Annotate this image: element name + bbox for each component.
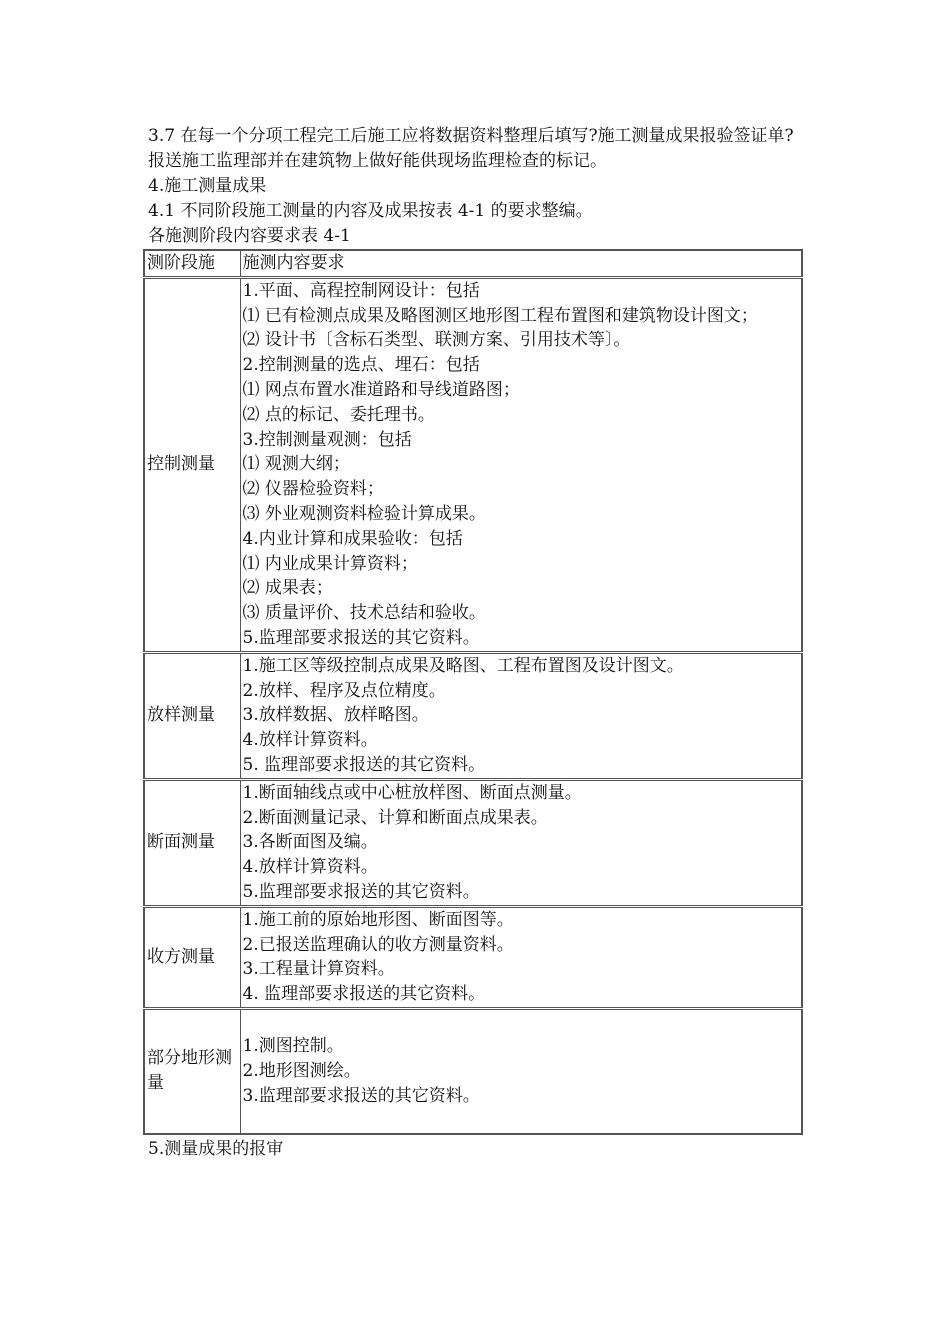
header-stage-cell: 测阶段施 bbox=[144, 250, 240, 277]
content-line: 4. 监理部要求报送的其它资料。 bbox=[242, 984, 486, 1005]
table-row-control bbox=[144, 277, 802, 652]
content-cell bbox=[240, 652, 802, 779]
content-line: 3.放样数据、放样略图。 bbox=[242, 705, 429, 726]
section-heading-5: 5.测量成果的报审 bbox=[148, 1139, 284, 1160]
content-line: ⑵ 点的标记、委托理书。 bbox=[242, 404, 435, 425]
table-row-quantity bbox=[144, 906, 802, 1008]
content-line: 2.地形图测绘。 bbox=[242, 1061, 361, 1082]
content-line: 4.放样计算资料。 bbox=[242, 857, 378, 878]
section-heading-4: 4.施工测量成果 bbox=[148, 176, 267, 196]
paragraph-4-1: 4.1 不同阶段施工测量的内容及成果按表 4-1 的要求整编。 bbox=[148, 201, 593, 221]
stage-cell: 收方测量 bbox=[144, 906, 240, 1008]
content-line: ⑴ 已有检测点成果及略图测区地形图工程布置图和建筑物设计图文； bbox=[242, 305, 758, 326]
content-line: 3.控制测量观测：包括 bbox=[242, 429, 412, 450]
stage-cell: 部分地形测量 bbox=[144, 1008, 240, 1134]
content-line: 5. 监理部要求报送的其它资料。 bbox=[242, 754, 486, 775]
content-line: 1.测图控制。 bbox=[242, 1036, 344, 1057]
content-cell bbox=[240, 277, 802, 652]
content-line: ⑶ 质量评价、技术总结和验收。 bbox=[242, 603, 486, 624]
content-line: ⑵ 设计书〔含标石类型、联测方案、引用技术等〕。 bbox=[242, 330, 631, 351]
content-line: ⑵ 成果表； bbox=[242, 578, 333, 599]
table-header-row bbox=[144, 250, 802, 277]
requirements-table bbox=[143, 249, 803, 1135]
stage-cell: 控制测量 bbox=[144, 277, 240, 652]
content-line: 3.各断面图及编。 bbox=[242, 832, 378, 853]
content-line: ⑴ 内业成果计算资料； bbox=[242, 553, 418, 574]
content-line: 1.施工区等级控制点成果及略图、工程布置图及设计图文。 bbox=[242, 655, 684, 676]
content-line: 3.监理部要求报送的其它资料。 bbox=[242, 1086, 480, 1107]
content-line: ⑶ 外业观测资料检验计算成果。 bbox=[242, 503, 486, 524]
content-line: 5.监理部要求报送的其它资料。 bbox=[242, 627, 480, 648]
table-row-section bbox=[144, 779, 802, 906]
content-cell bbox=[240, 1008, 802, 1134]
content-line: 5.监理部要求报送的其它资料。 bbox=[242, 881, 480, 902]
content-line: 4.内业计算和成果验收：包括 bbox=[242, 528, 463, 549]
stage-cell: 断面测量 bbox=[144, 779, 240, 906]
content-line: ⑴ 观测大纲； bbox=[242, 454, 350, 475]
table-row-layout bbox=[144, 652, 802, 779]
content-cell bbox=[240, 779, 802, 906]
content-cell bbox=[240, 906, 802, 1008]
content-line: 1.施工前的原始地形图、断面图等。 bbox=[242, 909, 514, 930]
content-line: 1.断面轴线点或中心桩放样图、断面点测量。 bbox=[242, 782, 582, 803]
header-content-cell: 施测内容要求 bbox=[240, 250, 802, 277]
table-row-topography bbox=[144, 1008, 802, 1134]
document-page bbox=[148, 124, 808, 1162]
paragraph-3-7: 3.7 在每一个分项工程完工后施工应将数据资料整理后填写?施工测量成果报验签证单?报送施工监理部并在建筑物上做好能供现场监理检查的标记。 bbox=[148, 126, 794, 171]
content-line: 1.平面、高程控制网设计：包括 bbox=[242, 280, 480, 301]
content-line: 2.已报送监理确认的收方测量资料。 bbox=[242, 934, 514, 955]
content-line: 2.断面测量记录、计算和断面点成果表。 bbox=[242, 807, 548, 828]
content-line: 2.控制测量的选点、埋石：包括 bbox=[242, 355, 480, 376]
content-line: ⑴ 网点布置水准道路和导线道路图； bbox=[242, 379, 520, 400]
stage-cell: 放样测量 bbox=[144, 652, 240, 779]
content-line: 4.放样计算资料。 bbox=[242, 730, 378, 751]
content-line: ⑵ 仪器检验资料； bbox=[242, 479, 384, 500]
content-line: 3.工程量计算资料。 bbox=[242, 959, 395, 980]
table-caption: 各施测阶段内容要求表 4-1 bbox=[148, 226, 351, 246]
content-line: 2.放样、程序及点位精度。 bbox=[242, 680, 446, 701]
